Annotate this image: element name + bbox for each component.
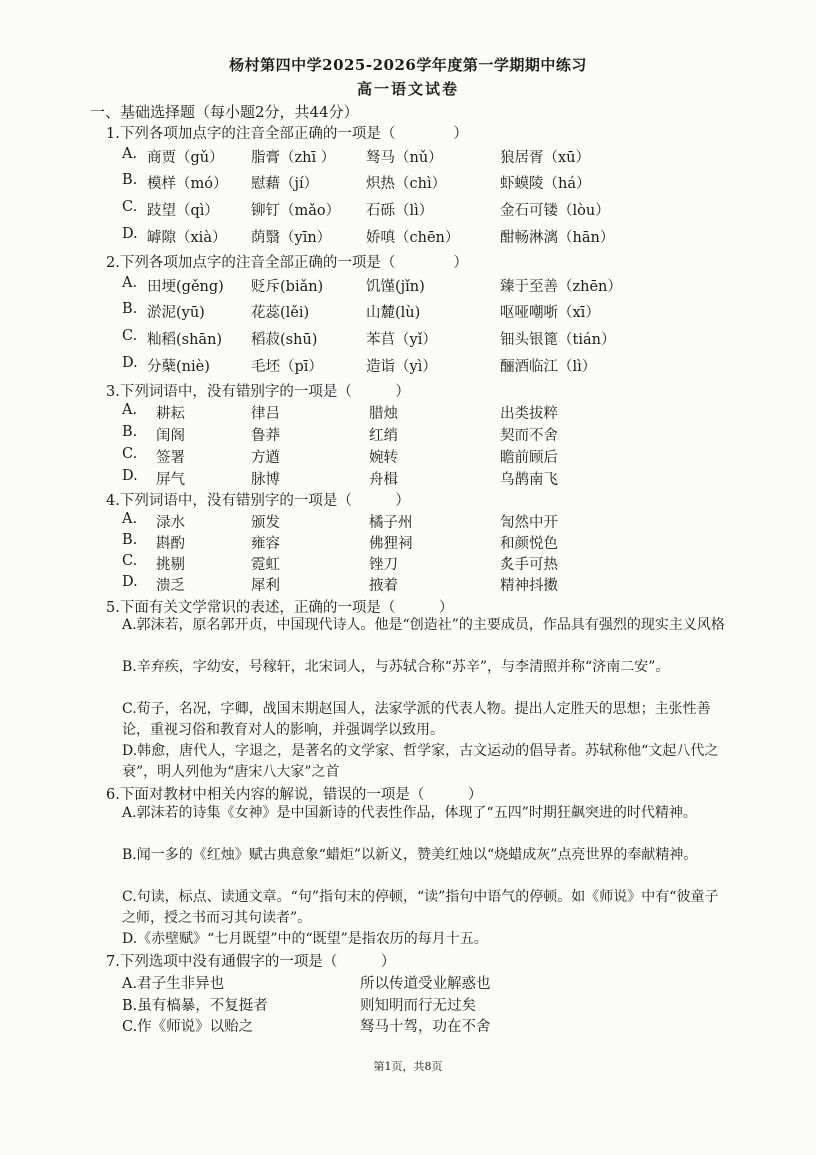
option-item: 石砾（lì）: [366, 203, 434, 219]
option-letter: D.: [122, 226, 138, 242]
question-2-option-a: [0, 275, 816, 297]
page-footer: 第1页，共8页: [373, 1060, 443, 1073]
option-item: 娇嗔（chēn）: [366, 230, 460, 246]
option-item: 铆钉（mǎo）: [251, 203, 341, 219]
option-item: 贬斥(biǎn): [251, 279, 324, 295]
option-item: 跂望（qì）: [147, 203, 219, 219]
option-letter: A.: [122, 275, 138, 291]
question-4-option-b: [0, 532, 816, 554]
question-6-option-c: C.句读，标点、读通文章。“句”指句末的停顿，“读”指句中语气的停顿。如《师说》中有“彼童子之师，授之书而习其句读者”。: [122, 889, 719, 926]
question-1-option-a: [0, 146, 816, 168]
option-item: 呕哑嘲哳（xī）: [500, 305, 600, 321]
question-6-option-b: B.闻一多的《红烛》赋古典意象“蜡炬”以新义，赞美红烛以“烧蜡成灰”点亮世界的奉献精神。: [122, 847, 698, 863]
option-item: 山麓(lù): [366, 305, 421, 321]
option-letter: C.: [122, 328, 138, 344]
option-item: 犀利: [251, 578, 280, 594]
option-item: 籼稻(shān): [147, 332, 223, 348]
option-item: 苯苢（yǐ）: [366, 332, 437, 348]
option-item: 钿头银篦（tián）: [500, 332, 616, 348]
option-item: 毛坯（pī）: [251, 359, 323, 375]
option-letter: D.: [122, 468, 138, 484]
question-5-option-d: D.韩愈，唐代人，字退之，是著名的文学家、哲学家，古文运动的倡导者。苏轼称他“文起八代之衰”，明人列他为“唐宋八大家”之首: [122, 743, 719, 780]
option-item: 婉转: [369, 450, 398, 466]
option-letter: A.: [122, 402, 138, 418]
question-4-option-c: [0, 553, 816, 575]
option-item: 虾蟆陵（há）: [500, 176, 591, 192]
option-item: 驽马（nǔ）: [366, 150, 443, 166]
question-6-stem: 6.下面对教材中相关内容的解说，错误的一项是（ ）: [106, 787, 483, 803]
option-item: 橘子州: [369, 515, 413, 531]
option-item: 分蘖(niè): [147, 359, 210, 375]
question-5-stem: 5.下面有关文学常识的表述，正确的一项是（ ）: [106, 600, 454, 616]
question-4-stem: 4.下列词语中，没有错别字的一项是（ ）: [106, 493, 410, 509]
option-item: 驽马十驾，功在不舍: [360, 1019, 491, 1035]
option-item: 酾酒临江（lì）: [500, 359, 597, 375]
question-3-stem: 3.下列词语中，没有错别字的一项是（ ）: [106, 384, 410, 400]
option-letter: C.: [122, 199, 138, 215]
question-2-stem: 2.下列各项加点字的注音全部正确的一项是（ ）: [106, 255, 468, 271]
option-item: 雍容: [251, 536, 280, 552]
question-3-option-a: [0, 402, 816, 424]
option-letter: B.: [122, 301, 138, 317]
option-item: 屏气: [156, 472, 185, 488]
option-item: 律吕: [251, 406, 280, 422]
option-item: 瞻前顾后: [500, 450, 558, 466]
option-item: 田埂(gěng): [147, 279, 224, 295]
option-item: 红绡: [369, 428, 398, 444]
option-item: 出类拔粹: [500, 406, 558, 422]
option-item: 訇然中开: [500, 515, 558, 531]
option-item: 金石可镂（lòu）: [500, 203, 610, 219]
option-item: 斟酌: [156, 536, 185, 552]
question-1-option-b: [0, 172, 816, 194]
option-item: 饥馑(jǐn): [366, 279, 425, 295]
option-item: A.君子生非异也: [122, 976, 225, 992]
option-letter: C.: [122, 446, 138, 462]
option-item: 慰藉（jí）: [251, 176, 319, 192]
option-item: 签署: [156, 450, 185, 466]
option-item: 狼居胥（xū）: [500, 150, 591, 166]
option-letter: B.: [122, 172, 138, 188]
option-letter: A.: [122, 146, 138, 162]
question-7-option-b: [0, 994, 816, 1016]
question-7-stem: 7.下列选项中没有通假字的一项是（ ）: [106, 954, 396, 970]
question-2-option-b: [0, 301, 816, 323]
question-6-option-d: D.《赤壁赋》“七月既望”中的“既望”是指农历的每月十五。: [122, 931, 488, 947]
question-1-option-c: [0, 199, 816, 221]
question-3-option-c: [0, 446, 816, 468]
option-item: 所以传道受业解惑也: [360, 976, 491, 992]
question-7-option-c: [0, 1015, 816, 1037]
question-1-option-d: [0, 226, 816, 248]
option-item: 契而不舍: [500, 428, 558, 444]
option-letter: C.: [122, 553, 138, 569]
option-item: 锉刀: [369, 557, 398, 573]
question-5-option-c: C.荀子，名况，字卿，战国末期赵国人，法家学派的代表人物。提出人定胜天的思想；主张性善论，重视习俗和教育对人的影响，并强调学以致用。: [122, 701, 711, 738]
question-5-option-a: A.郭沫若，原名郭开贞，中国现代诗人。他是“创造社”的主要成员，作品具有强烈的现实主义风格: [122, 617, 725, 633]
question-2-option-d: [0, 355, 816, 377]
option-letter: B.: [122, 424, 138, 440]
option-item: 舟楫: [369, 472, 398, 488]
option-item: 鲁莽: [251, 428, 280, 444]
exam-title: 杨村第四中学2025-2026学年度第一学期期中练习: [229, 56, 587, 74]
question-4-option-d: [0, 574, 816, 596]
option-item: 掖着: [369, 578, 398, 594]
option-item: 渌水: [156, 515, 185, 531]
option-item: 则知明而行无过矣: [360, 998, 476, 1014]
option-item: 花蕊(lěi): [251, 305, 310, 321]
option-item: 商贾（gǔ）: [147, 150, 224, 166]
question-4-option-a: [0, 511, 816, 533]
option-item: 挑剔: [156, 557, 185, 573]
exam-subtitle: 高一语文试卷: [356, 80, 459, 98]
option-letter: B.: [122, 532, 138, 548]
option-item: 乌鹊南飞: [500, 472, 558, 488]
option-item: 溃乏: [156, 578, 185, 594]
option-item: 淤泥(yū): [147, 305, 205, 321]
option-item: C.作《师说》以贻之: [122, 1019, 254, 1035]
option-item: 稻菽(shū): [251, 332, 318, 348]
option-item: 罅隙（xià）: [147, 230, 227, 246]
option-item: 佛狸祠: [369, 536, 413, 552]
question-3-option-b: [0, 424, 816, 446]
question-7-option-a: [0, 972, 816, 994]
question-5-option-b: B.辛弃疾，字幼安，号稼轩，北宋词人，与苏轼合称“苏辛”，与李清照并称“济南二安”。: [122, 659, 670, 675]
question-1-stem: 1.下列各项加点字的注音全部正确的一项是（ ）: [106, 126, 468, 142]
option-item: 脉博: [251, 472, 280, 488]
option-item: 脂膏（zhī ）: [251, 150, 336, 166]
option-item: 酣畅淋漓（hān）: [500, 230, 615, 246]
option-item: 臻于至善（zhēn）: [500, 279, 622, 295]
question-6-option-a: A.郭沫若的诗集《女神》是中国新诗的代表性作品，体现了“五四”时期狂飙突进的时代精神。: [122, 805, 697, 821]
option-item: 和颜悦色: [500, 536, 558, 552]
option-item: 耕耘: [156, 406, 185, 422]
option-item: 闺阁: [156, 428, 185, 444]
question-3-option-d: [0, 468, 816, 490]
option-item: 霓虹: [251, 557, 280, 573]
section-heading: 一、基础选择题（每小题2分，共44分）: [90, 103, 359, 121]
option-item: B.虽有槁暴，不复挺者: [122, 998, 268, 1014]
option-letter: D.: [122, 355, 138, 371]
option-item: 颁发: [251, 515, 280, 531]
option-item: 模样（mó）: [147, 176, 228, 192]
option-item: 腊烛: [369, 406, 398, 422]
option-item: 炽热（chì）: [366, 176, 447, 192]
option-item: 方遒: [251, 450, 280, 466]
option-item: 炙手可热: [500, 557, 558, 573]
option-letter: D.: [122, 574, 138, 590]
option-item: 精神抖擞: [500, 578, 558, 594]
option-item: 造诣（yì）: [366, 359, 437, 375]
question-2-option-c: [0, 328, 816, 350]
option-item: 荫翳（yīn）: [251, 230, 332, 246]
option-letter: A.: [122, 511, 138, 527]
